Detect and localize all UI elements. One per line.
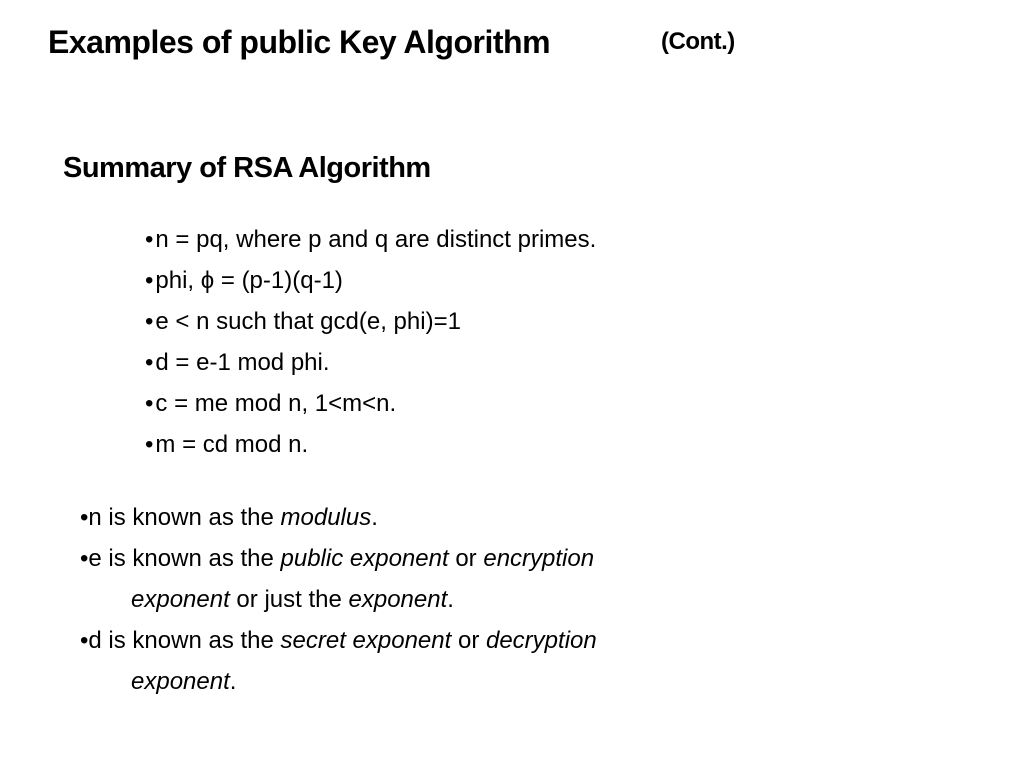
term-public-exponent	[80, 538, 597, 620]
term-text: e is known as the	[88, 545, 281, 572]
section-heading: Summary of RSA Algorithm	[63, 152, 431, 184]
term-name: exponent	[131, 668, 230, 695]
term-name: exponent	[348, 586, 448, 613]
term-text: or just the	[229, 586, 349, 613]
rsa-step: • phi, ϕ = (p-1)(q-1)	[145, 260, 596, 301]
term-text: or	[448, 545, 484, 572]
terms-list	[80, 497, 597, 702]
slide-title-continued: (Cont.)	[661, 28, 735, 55]
slide-title-text: Examples of public Key Algorithm	[48, 24, 551, 60]
term-name: exponent	[131, 586, 230, 613]
term-text: or	[451, 627, 486, 654]
term-secret-exponent	[80, 620, 597, 702]
term-text: .	[447, 586, 454, 613]
rsa-step: • n = pq, where p and q are distinct primes.	[145, 219, 596, 260]
term-name: public exponent	[280, 545, 449, 572]
rsa-step: • e < n such that gcd(e, phi)=1	[145, 301, 596, 342]
term-continuation	[80, 661, 597, 702]
bullet: •	[80, 627, 89, 654]
term-name: decryption	[485, 627, 597, 654]
bullet: •	[80, 545, 89, 572]
rsa-step: • d = e-1 mod phi.	[145, 342, 596, 383]
term-text: .	[371, 504, 378, 531]
bullet: •	[80, 504, 89, 531]
term-name: secret exponent	[280, 627, 452, 654]
rsa-step: • m = cd mod n.	[145, 424, 596, 465]
term-modulus	[80, 497, 597, 538]
term-text: n is known as the	[88, 504, 281, 531]
term-text: .	[229, 668, 237, 695]
term-text: d is known as the	[88, 627, 281, 654]
rsa-step: • c = me mod n, 1<m<n.	[145, 383, 596, 424]
term-name: modulus	[280, 504, 372, 531]
slide-title	[48, 24, 735, 61]
rsa-steps-list	[145, 219, 596, 465]
term-continuation	[80, 579, 597, 620]
term-name: encryption	[483, 545, 595, 572]
